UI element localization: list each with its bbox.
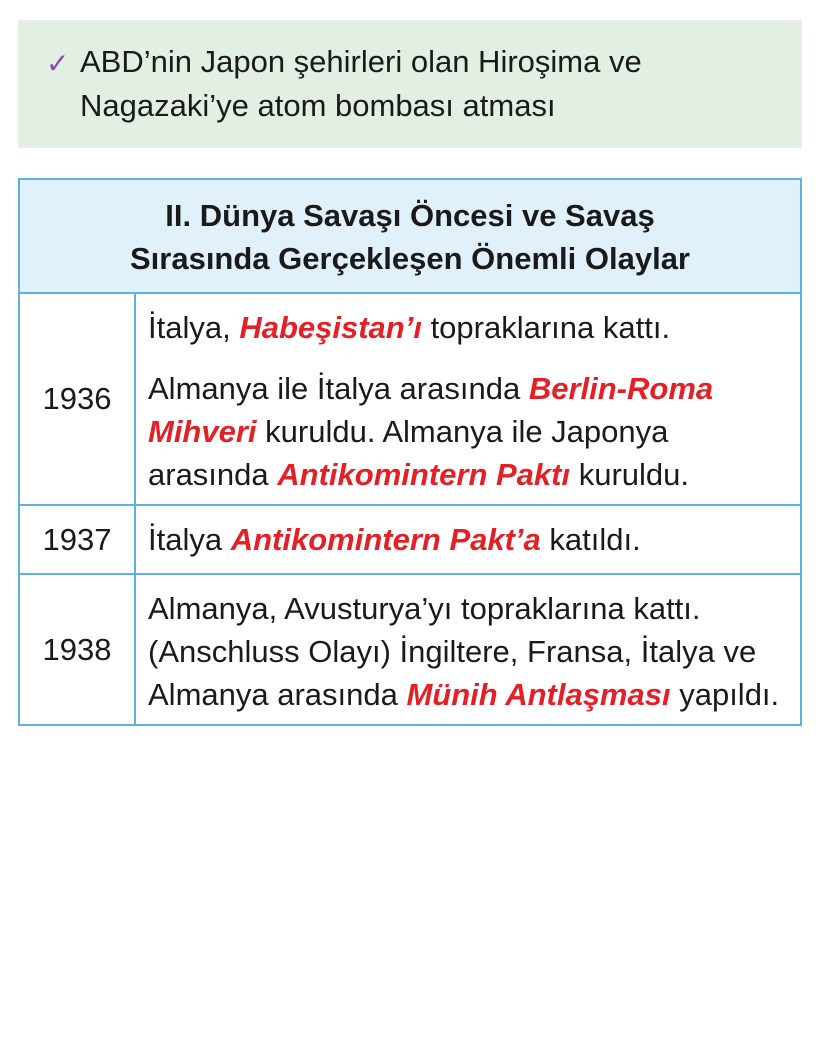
highlighted-term: Berlin-Roma Mihveri xyxy=(148,371,714,449)
event-text: yapıldı. xyxy=(670,677,780,712)
event-text: kuruldu. Almanya ile Japonya arasında xyxy=(148,414,669,492)
description-cell xyxy=(135,505,801,574)
table-row xyxy=(19,293,801,505)
event-text: İtalya xyxy=(148,522,231,557)
event-paragraph xyxy=(148,367,790,496)
event-paragraph xyxy=(148,518,790,561)
event-text: İtalya, xyxy=(148,310,240,345)
highlighted-term: Antikomintern Paktı xyxy=(277,457,571,492)
event-text: Almanya, Avusturya’yı topraklarına kattı.(Anschluss Olayı) İngiltere, Fransa, İtalya ve Almanya arasında xyxy=(148,591,757,712)
highlighted-term: Antikomintern Pakt’a xyxy=(230,522,541,557)
events-table xyxy=(18,178,802,726)
event-text: Almanya ile İtalya arasında xyxy=(148,371,529,406)
table-row xyxy=(19,505,801,574)
table-row xyxy=(19,574,801,725)
year-cell: 1936 xyxy=(19,293,135,505)
year-cell: 1937 xyxy=(19,505,135,574)
event-text: katıldı. xyxy=(540,522,641,557)
info-note xyxy=(18,20,802,148)
year-cell: 1938 xyxy=(19,574,135,725)
event-paragraph xyxy=(148,306,790,349)
highlighted-term: Habeşistan’ı xyxy=(239,310,422,345)
event-text: kuruldu. xyxy=(570,457,689,492)
table-header: II. Dünya Savaşı Öncesi ve Savaş Sırasında Gerçekleşen Önemli Olaylar xyxy=(19,179,801,293)
highlighted-term: Münih Antlaşması xyxy=(406,677,671,712)
event-paragraph xyxy=(148,587,790,716)
note-text: ABD’nin Japon şehirleri olan Hiroşima ve Nagazaki’ye atom bombası atması xyxy=(80,44,642,123)
note-item xyxy=(46,40,782,128)
description-cell xyxy=(135,293,801,505)
checkmark-icon: ✓ xyxy=(46,48,70,79)
event-text: topraklarına kattı. xyxy=(421,310,671,345)
description-cell xyxy=(135,574,801,725)
